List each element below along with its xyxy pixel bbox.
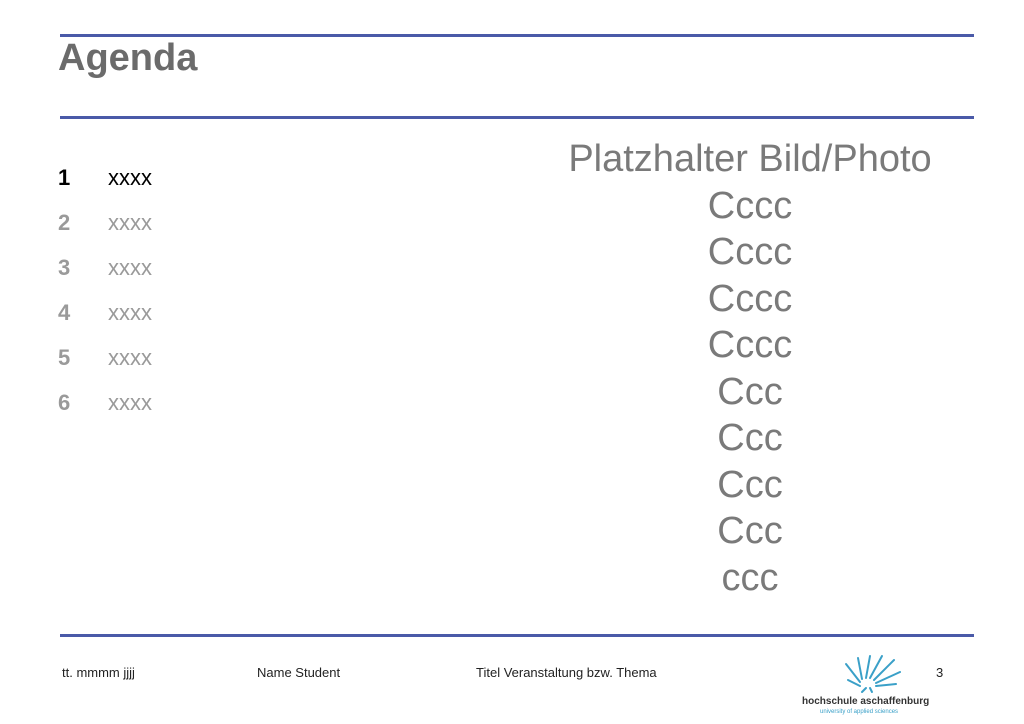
agenda-label: xxxx (108, 389, 152, 415)
placeholder-line: Ccc (717, 510, 783, 552)
placeholder-line: ccc (721, 556, 779, 599)
agenda-label: xxxx (108, 299, 152, 325)
placeholder-line: Cccc (707, 184, 793, 227)
agenda-label: xxxx (108, 164, 152, 190)
header-divider (60, 116, 974, 119)
slide-title: Agenda (58, 37, 198, 79)
footer-date: tt. mmmm jjjj (62, 665, 135, 680)
agenda-number: 5 (58, 344, 71, 370)
agenda-item (58, 245, 152, 290)
agenda-label: xxxx (108, 344, 152, 370)
agenda-item (58, 380, 152, 425)
agenda-number: 4 (58, 299, 71, 325)
footer-name: Name Student (257, 665, 341, 680)
agenda-label: xxxx (108, 254, 152, 280)
page-number: 3 (936, 665, 944, 680)
footer-divider (60, 634, 974, 637)
agenda-item (58, 200, 152, 245)
agenda-number: 6 (58, 389, 71, 415)
placeholder-line: Cccc (707, 277, 793, 320)
footer-topic: Titel Veranstaltung bzw. Thema (476, 665, 657, 680)
agenda-number: 3 (58, 254, 71, 280)
agenda-number: 2 (58, 209, 71, 235)
placeholder-line: Ccc (717, 463, 783, 506)
placeholder-line: Platzhalter Bild/Photo (568, 138, 932, 180)
agenda-label: xxxx (108, 209, 152, 235)
agenda-list (58, 155, 152, 425)
placeholder-line: Cccc (707, 231, 793, 273)
agenda-item (58, 155, 152, 200)
placeholder-line: Ccc (717, 370, 783, 413)
placeholder-line: Ccc (717, 417, 783, 459)
agenda-item (58, 290, 152, 335)
logo-tagline: university of applied sciences (820, 709, 899, 715)
logo-wordmark: hochschule aschaffenburg (802, 696, 930, 707)
placeholder-line: Cccc (707, 324, 793, 366)
agenda-number: 1 (58, 164, 71, 190)
logo-burst-icon (846, 656, 900, 692)
university-logo (790, 650, 940, 716)
image-placeholder (520, 136, 980, 601)
agenda-item (58, 335, 152, 380)
